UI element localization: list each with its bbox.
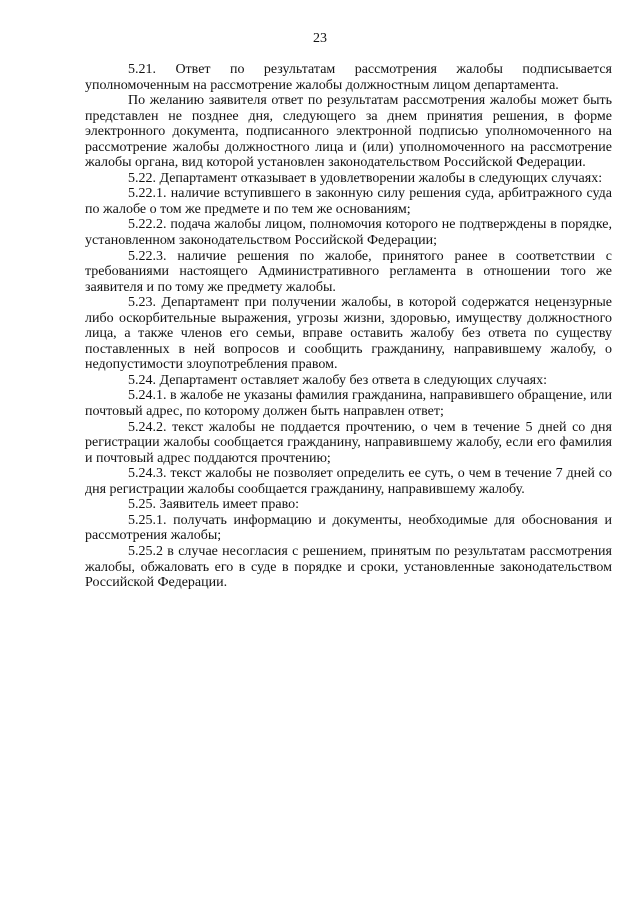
paragraph-response-electronic: По желанию заявителя ответ по результатам рассмотрения жалобы может быть представлен не позднее дня, следующего за днем принятия решения, в форме электронного документа, подписанного электронной подписью уполномоченного на рассмотрение жалобы должностного лица и (или) уполномоченного на рассмотрение жалобы органа, вид которой установлен законодательством Российской Федерации.	[85, 93, 612, 171]
paragraph-5-24-2: 5.24.2. текст жалобы не поддается прочтению, о чем в течение 5 дней со дня регистрации жалобы сообщается гражданину, направившему жалобу, если его фамилия и почтовый адрес поддаются прочтению;	[85, 419, 612, 466]
paragraph-5-25-2: 5.25.2 в случае несогласия с решением, принятым по результатам рассмотрения жалобы, обжаловать его в суде в порядке и сроки, установленные законодательством Российской Федерации.	[85, 543, 612, 591]
page-number: 23	[313, 31, 327, 46]
paragraph-5-21: 5.21. Ответ по результатам рассмотрения жалобы подписывается уполномоченным на рассмотрение жалобы должностным лицом департамента.	[85, 62, 612, 93]
document-body	[85, 62, 612, 591]
paragraph-5-24-1: 5.24.1. в жалобе не указаны фамилия гражданина, направившего обращение, или почтовый адрес, по которому должен быть направлен ответ;	[85, 388, 612, 420]
paragraph-5-22-1: 5.22.1. наличие вступившего в законную силу решения суда, арбитражного суда по жалобе о том же предмете и по тем же основаниям;	[85, 186, 612, 217]
paragraph-5-23: 5.23. Департамент при получении жалобы, в которой содержатся нецензурные либо оскорбительные выражения, угрозы жизни, здоровью, имуществу должностного лица, а также членов его семьи, вправе оставить жалобу без ответа по существу поставленных в ней вопросов и сообщить гражданину, направившему жалобу, о недопустимости злоупотребления правом.	[85, 295, 612, 373]
paragraph-5-24-3: 5.24.3. текст жалобы не позволяет определить ее суть, о чем в течение 7 дней со дня регистрации жалобы сообщается гражданину, направившему жалобу.	[85, 466, 612, 497]
paragraph-5-22: 5.22. Департамент отказывает в удовлетворении жалобы в следующих случаях:	[128, 170, 603, 186]
paragraph-5-25: 5.25. Заявитель имеет право:	[128, 497, 299, 513]
paragraph-5-24: 5.24. Департамент оставляет жалобу без ответа в следующих случаях:	[128, 372, 547, 388]
paragraph-5-22-3: 5.22.3. наличие решения по жалобе, принятого ранее в соответствии с требованиями настоящего Административного регламента в отношении того же заявителя и по тому же предмету жалобы.	[85, 248, 612, 295]
paragraph-5-25-1: 5.25.1. получать информацию и документы, необходимые для обоснования и рассмотрения жалобы;	[85, 512, 612, 544]
paragraph-5-22-2: 5.22.2. подача жалобы лицом, полномочия которого не подтверждены в порядке, установленном законодательством Российской Федерации;	[85, 217, 612, 249]
